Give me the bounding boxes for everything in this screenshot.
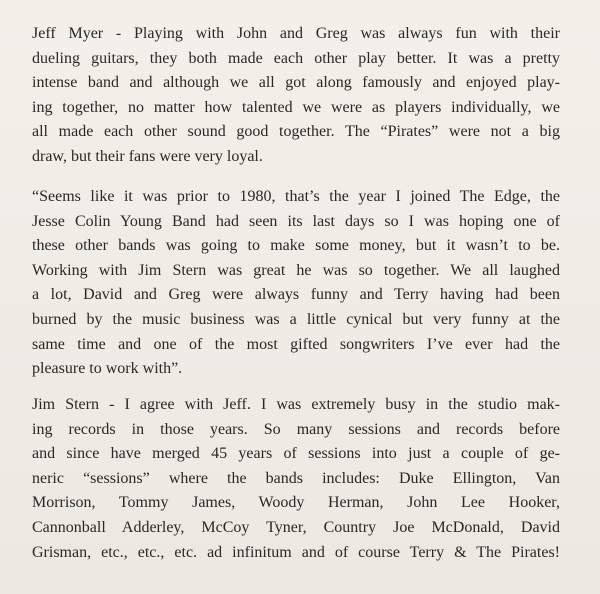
text-line: same time and one of the most gifted songwriters I’ve ever had the: [32, 335, 560, 353]
paragraph-jim-stern: [32, 393, 560, 565]
text-line: Morrison, Tommy James, Woody Herman, John Lee Hooker,: [32, 494, 560, 512]
text-line: intense band and although we all got along famously and enjoyed play-: [32, 74, 560, 92]
text-line: these other bands was going to make some money, but it wasn’t to be.: [32, 237, 560, 255]
text-line: Grisman, etc., etc., etc. ad infinitum and of course Terry & The Pirates!: [32, 543, 560, 561]
text-line: “Seems like it was prior to 1980, that’s the year I joined The Edge, the: [32, 188, 560, 205]
text-line: neric “sessions” where the bands includes: Duke Ellington, Van: [32, 469, 560, 487]
text-line: a lot, David and Greg were always funny and Terry having had been: [32, 286, 560, 304]
text-line: Working with Jim Stern was great he was so together. We all laughed: [32, 261, 560, 279]
paragraph-quote: [32, 185, 560, 382]
paragraph-jeff-myer: [32, 22, 560, 170]
text-line: draw, but their fans were very loyal.: [32, 147, 263, 165]
text-line: ing together, no matter how talented we were as players individually, we: [32, 98, 560, 116]
text-line: and since have merged 45 years of sessions into just a couple of ge-: [32, 445, 560, 463]
text-line: Jeff Myer - Playing with John and Greg was always fun with their: [32, 25, 560, 42]
text-line: dueling guitars, they both made each other play better. It was a pretty: [32, 49, 560, 67]
text-line: ing records in those years. So many sessions and records before: [32, 420, 560, 438]
text-line: burned by the music business was a little cynical but very funny at the: [32, 310, 560, 328]
text-line: pleasure to work with”.: [32, 360, 183, 378]
text-line: Cannonball Adderley, McCoy Tyner, Country Joe McDonald, David: [32, 518, 560, 536]
text-line: all made each other sound good together. The “Pirates” were not a big: [32, 123, 560, 141]
text-line: Jim Stern - I agree with Jeff. I was extremely busy in the studio mak-: [32, 396, 560, 413]
text-line: Jesse Colin Young Band had seen its last days so I was hoping one of: [32, 212, 560, 230]
